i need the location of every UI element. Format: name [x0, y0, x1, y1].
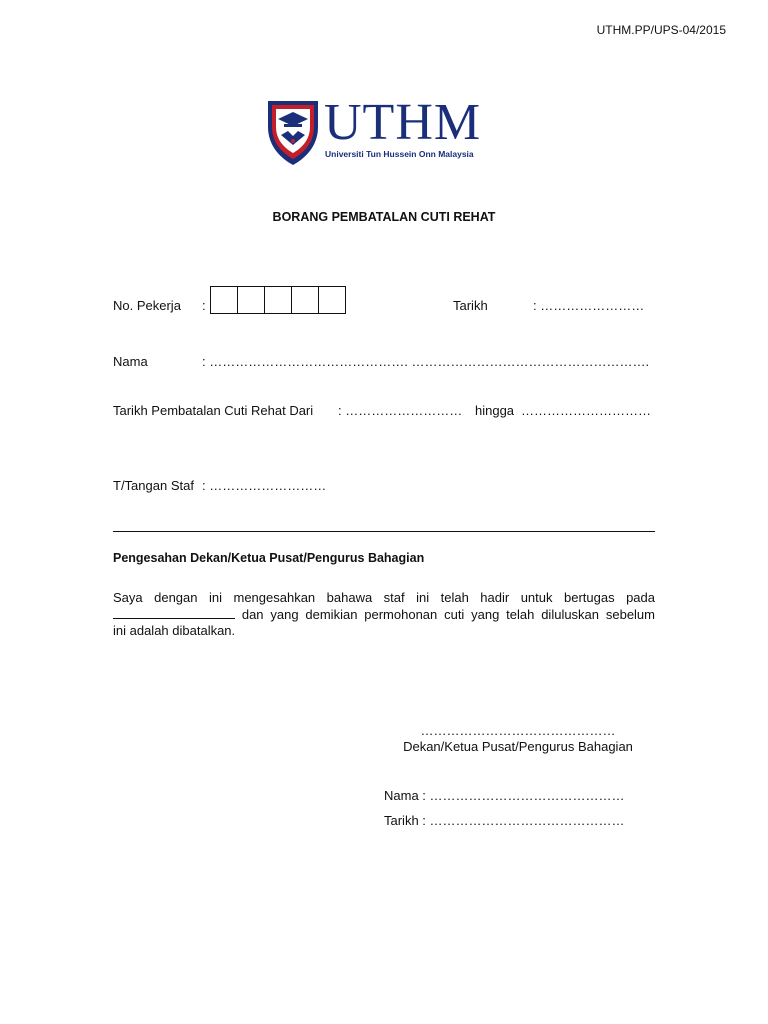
signature-tarikh[interactable]: Tarikh : ………………………………………: [384, 813, 625, 828]
pembatalan-from-field[interactable]: : ………………………: [338, 403, 463, 418]
no-pekerja-box[interactable]: [319, 287, 345, 313]
signature-nama[interactable]: Nama : ………………………………………: [384, 788, 625, 803]
pengesahan-paragraph: [113, 590, 655, 639]
signature-block: [385, 723, 651, 755]
no-pekerja-label: No. Pekerja: [113, 298, 181, 313]
pembatalan-label: Tarikh Pembatalan Cuti Rehat Dari: [113, 403, 314, 418]
date-blank-field[interactable]: [113, 606, 235, 619]
pembatalan-to-field[interactable]: …………………………: [521, 403, 651, 418]
no-pekerja-boxes[interactable]: [210, 286, 346, 314]
no-pekerja-box[interactable]: [292, 287, 319, 313]
tarikh-field[interactable]: : ……………………: [533, 298, 645, 313]
document-code: UTHM.PP/UPS-04/2015: [596, 23, 726, 37]
pengesahan-line-3: ini adalah dibatalkan.: [113, 623, 236, 638]
no-pekerja-box[interactable]: [265, 287, 292, 313]
form-title: BORANG PEMBATALAN CUTI REHAT: [272, 210, 496, 224]
signature-line[interactable]: ………………………………………: [420, 723, 616, 738]
pengesahan-line-2-wrap: [113, 606, 655, 623]
no-pekerja-box[interactable]: [238, 287, 265, 313]
pengesahan-line-2: dan yang demikian permohonan cuti yang telah diluluskan sebelum: [241, 607, 655, 622]
ttangan-label: T/Tangan Staf: [113, 478, 194, 493]
signature-role: Dekan/Ketua Pusat/Pengurus Bahagian: [403, 739, 633, 754]
pengesahan-title: Pengesahan Dekan/Ketua Pusat/Pengurus Bahagian: [113, 551, 425, 565]
nama-label: Nama: [113, 354, 148, 369]
tarikh-label: Tarikh: [453, 298, 488, 313]
logo-subtitle: Universiti Tun Hussein Onn Malaysia: [325, 149, 474, 159]
hingga-label: hingga: [475, 403, 515, 418]
logo-wordmark: UTHM: [324, 94, 482, 151]
no-pekerja-colon: :: [202, 298, 206, 313]
pengesahan-line-1: Saya dengan ini mengesahkan bahawa staf ini telah hadir untuk bertugas pada: [113, 590, 655, 605]
ttangan-field[interactable]: : ………………………: [202, 478, 327, 493]
no-pekerja-box[interactable]: [211, 287, 238, 313]
section-divider: [113, 531, 655, 532]
uthm-logo: [266, 94, 506, 167]
nama-field[interactable]: : ………………………………………. ……………………………………………….: [202, 354, 650, 369]
